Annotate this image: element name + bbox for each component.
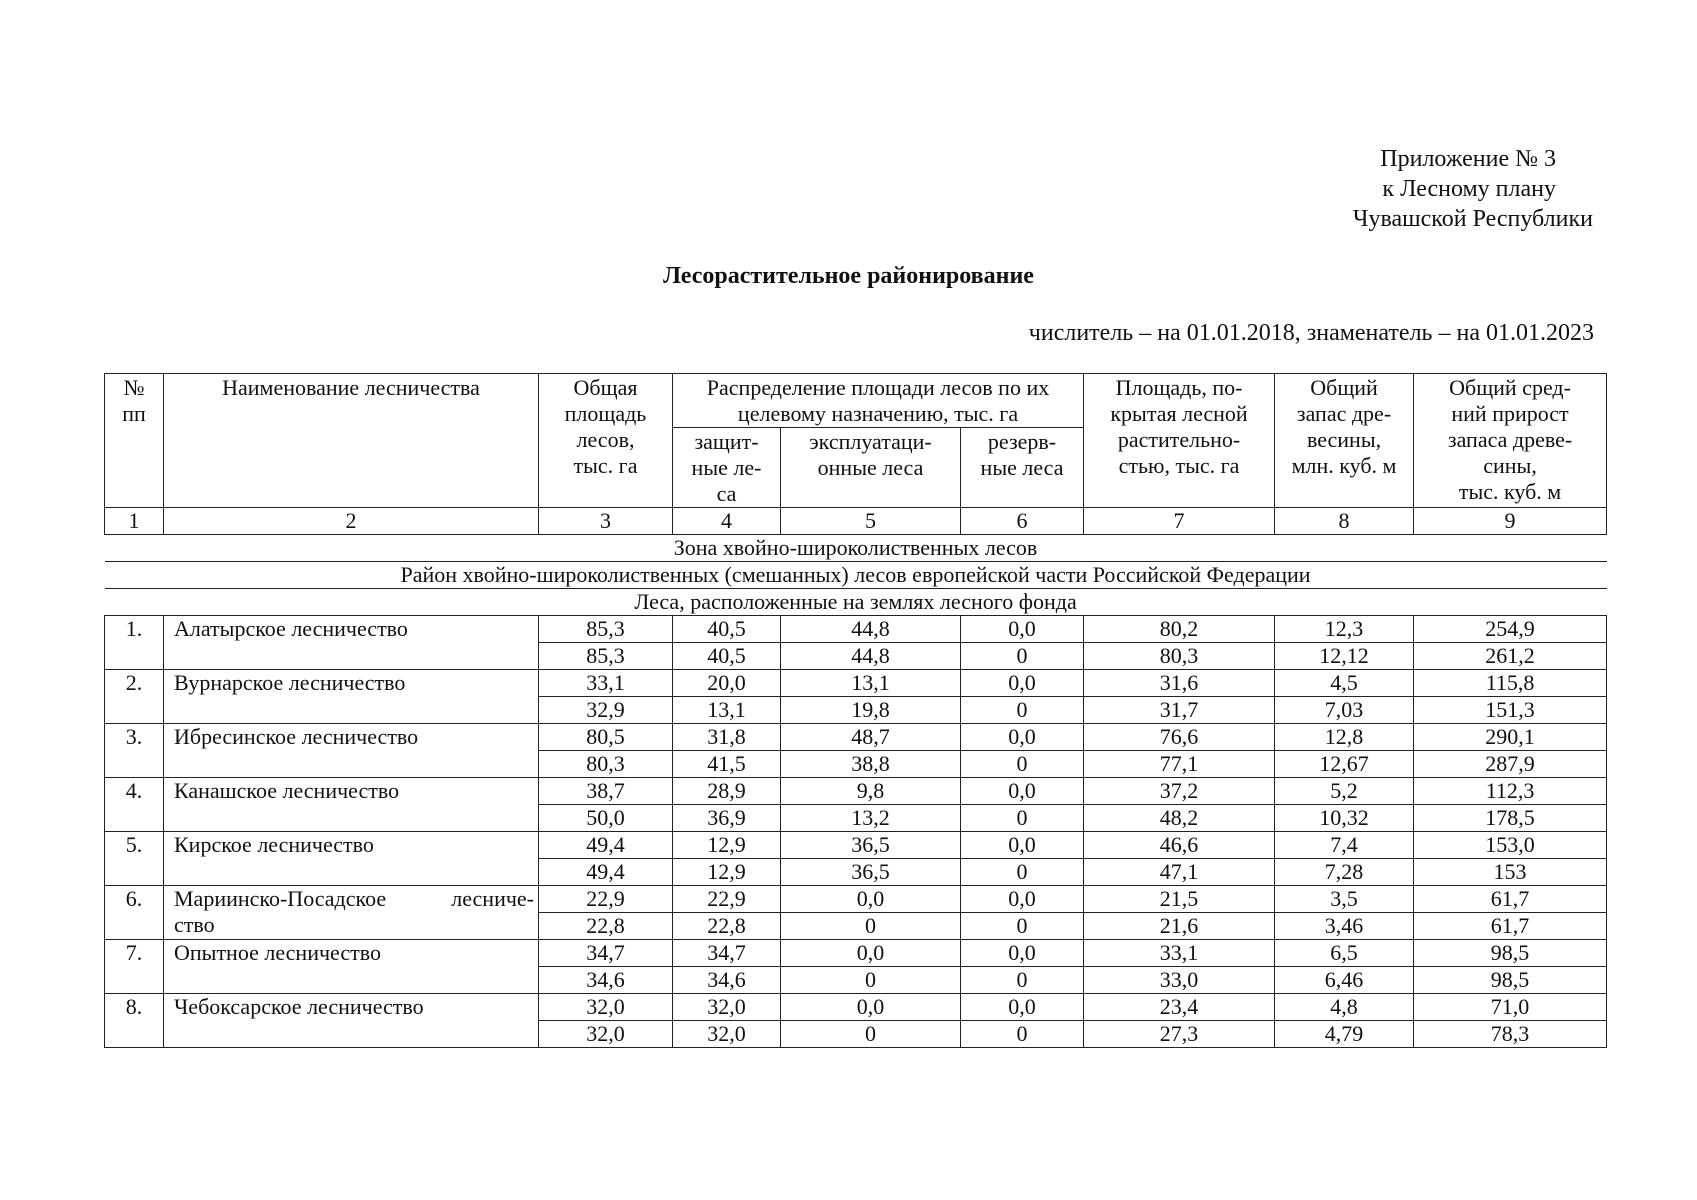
value-cell: 3,46 [1275,913,1414,940]
value-cell: 0 [781,967,961,994]
value-cell: 0 [961,1021,1084,1048]
document-title: Лесорастительное районирование [663,263,1034,289]
value-cell: 0 [961,913,1084,940]
value-cell: 0 [781,913,961,940]
col-number: 7 [1084,508,1275,535]
value-cell: 80,3 [539,751,673,778]
forestry-name: Вурнарское лесничество [164,670,539,724]
document-subtitle: числитель – на 01.01.2018, знаменатель – на 01.01.2023 [1028,320,1594,346]
value-cell: 34,7 [539,940,673,967]
value-cell: 9,8 [781,778,961,805]
col-number: 8 [1275,508,1414,535]
value-cell: 7,28 [1275,859,1414,886]
value-cell: 21,5 [1084,886,1275,913]
value-cell: 31,7 [1084,697,1275,724]
column-numbers-row [105,508,1607,535]
value-cell: 80,3 [1084,643,1275,670]
value-cell: 32,0 [539,1021,673,1048]
value-cell: 32,9 [539,697,673,724]
value-cell: 12,9 [673,859,781,886]
value-cell: 98,5 [1414,940,1607,967]
value-cell: 32,0 [539,994,673,1021]
header-total-area: Общая площадь лесов, тыс. га [539,374,673,508]
value-cell: 36,5 [781,832,961,859]
header-distribution: Распределение площади лесов по их целевому назначению, тыс. га [673,374,1084,428]
value-cell: 23,4 [1084,994,1275,1021]
value-cell: 31,8 [673,724,781,751]
table-row [105,832,1607,859]
value-cell: 76,6 [1084,724,1275,751]
header-protective: защит- ные ле- са [673,428,781,508]
header-reserve: резерв- ные леса [961,428,1084,508]
value-cell: 33,0 [1084,967,1275,994]
value-cell: 0 [961,967,1084,994]
value-cell: 0 [961,643,1084,670]
value-cell: 0,0 [961,886,1084,913]
col-number: 9 [1414,508,1607,535]
table-row [105,778,1607,805]
value-cell: 0 [961,805,1084,832]
value-cell: 44,8 [781,616,961,643]
value-cell: 0,0 [961,940,1084,967]
value-cell: 40,5 [673,616,781,643]
value-cell: 151,3 [1414,697,1607,724]
value-cell: 0,0 [961,832,1084,859]
forestry-name-part: лесниче- [451,886,534,911]
district-row [105,562,1607,589]
table-row [105,994,1607,1021]
forestry-name [164,886,539,940]
value-cell: 290,1 [1414,724,1607,751]
value-cell: 12,3 [1275,616,1414,643]
value-cell: 78,3 [1414,1021,1607,1048]
forestry-name-part: ство [174,912,215,937]
value-cell: 31,6 [1084,670,1275,697]
row-number: 4. [105,778,164,832]
forestry-name: Чебоксарское лесничество [164,994,539,1048]
header-operational: эксплуатаци- онные леса [781,428,961,508]
value-cell: 13,2 [781,805,961,832]
row-number: 7. [105,940,164,994]
category-row [105,589,1607,616]
row-number: 3. [105,724,164,778]
value-cell: 6,46 [1275,967,1414,994]
header-row-1 [105,374,1607,428]
appendix-note [1353,144,1593,234]
value-cell: 21,6 [1084,913,1275,940]
value-cell: 7,4 [1275,832,1414,859]
appendix-line-1: Приложение № 3 [1380,146,1556,172]
header-growth: Общий сред- ний прирост запаса древе- сины, тыс. куб. м [1414,374,1607,508]
value-cell: 7,03 [1275,697,1414,724]
value-cell: 0 [961,859,1084,886]
value-cell: 12,9 [673,832,781,859]
value-cell: 22,9 [673,886,781,913]
value-cell: 12,12 [1275,643,1414,670]
row-number: 6. [105,886,164,940]
value-cell: 40,5 [673,643,781,670]
row-number: 8. [105,994,164,1048]
forestry-name: Кирское лесничество [164,832,539,886]
value-cell: 49,4 [539,859,673,886]
value-cell: 12,67 [1275,751,1414,778]
value-cell: 32,0 [673,1021,781,1048]
value-cell: 287,9 [1414,751,1607,778]
value-cell: 32,0 [673,994,781,1021]
value-cell: 115,8 [1414,670,1607,697]
value-cell: 33,1 [1084,940,1275,967]
value-cell: 254,9 [1414,616,1607,643]
table-row [105,616,1607,643]
category-label: Леса, расположенные на землях лесного фонда [105,589,1607,616]
forestry-name: Канашское лесничество [164,778,539,832]
value-cell: 0 [781,1021,961,1048]
value-cell: 261,2 [1414,643,1607,670]
value-cell: 153,0 [1414,832,1607,859]
value-cell: 36,5 [781,859,961,886]
table-row [105,940,1607,967]
col-number: 4 [673,508,781,535]
value-cell: 0 [961,697,1084,724]
forestry-name: Алатырское лесничество [164,616,539,670]
value-cell: 0,0 [961,994,1084,1021]
value-cell: 80,5 [539,724,673,751]
value-cell: 19,8 [781,697,961,724]
value-cell: 178,5 [1414,805,1607,832]
value-cell: 0,0 [781,940,961,967]
value-cell: 0,0 [961,778,1084,805]
value-cell: 20,0 [673,670,781,697]
value-cell: 0,0 [961,670,1084,697]
value-cell: 4,5 [1275,670,1414,697]
value-cell: 6,5 [1275,940,1414,967]
value-cell: 22,8 [673,913,781,940]
forestry-name: Опытное лесничество [164,940,539,994]
value-cell: 41,5 [673,751,781,778]
appendix-line-2: к Лесному плану [1382,176,1556,202]
value-cell: 5,2 [1275,778,1414,805]
value-cell: 28,9 [673,778,781,805]
col-number: 5 [781,508,961,535]
value-cell: 85,3 [539,643,673,670]
row-number: 2. [105,670,164,724]
col-number: 6 [961,508,1084,535]
row-number: 1. [105,616,164,670]
value-cell: 49,4 [539,832,673,859]
value-cell: 77,1 [1084,751,1275,778]
value-cell: 34,6 [673,967,781,994]
value-cell: 44,8 [781,643,961,670]
value-cell: 50,0 [539,805,673,832]
value-cell: 38,7 [539,778,673,805]
zone-label: Зона хвойно-широколиственных лесов [105,535,1607,562]
col-number: 2 [164,508,539,535]
value-cell: 0 [961,751,1084,778]
value-cell: 0,0 [961,616,1084,643]
value-cell: 98,5 [1414,967,1607,994]
value-cell: 34,6 [539,967,673,994]
header-covered-area: Площадь, по- крытая лесной растительно- стью, тыс. га [1084,374,1275,508]
value-cell: 48,7 [781,724,961,751]
value-cell: 37,2 [1084,778,1275,805]
row-number: 5. [105,832,164,886]
value-cell: 85,3 [539,616,673,643]
col-number: 1 [105,508,164,535]
col-number: 3 [539,508,673,535]
value-cell: 61,7 [1414,913,1607,940]
district-label: Район хвойно-широколиственных (смешанных) лесов европейской части Российской Федерации [105,562,1607,589]
zone-row [105,535,1607,562]
header-name: Наименование лесничества [164,374,539,508]
value-cell: 112,3 [1414,778,1607,805]
forestry-name: Ибресинское лесничество [164,724,539,778]
value-cell: 34,7 [673,940,781,967]
value-cell: 27,3 [1084,1021,1275,1048]
value-cell: 47,1 [1084,859,1275,886]
header-num: № пп [105,374,164,508]
value-cell: 0,0 [781,886,961,913]
value-cell: 3,5 [1275,886,1414,913]
table-row [105,724,1607,751]
value-cell: 36,9 [673,805,781,832]
value-cell: 0,0 [781,994,961,1021]
value-cell: 10,32 [1275,805,1414,832]
value-cell: 0,0 [961,724,1084,751]
value-cell: 153 [1414,859,1607,886]
value-cell: 80,2 [1084,616,1275,643]
value-cell: 33,1 [539,670,673,697]
table-row [105,670,1607,697]
value-cell: 22,8 [539,913,673,940]
value-cell: 22,9 [539,886,673,913]
value-cell: 61,7 [1414,886,1607,913]
appendix-line-3: Чувашской Республики [1352,206,1593,232]
value-cell: 46,6 [1084,832,1275,859]
header-total-stock: Общий запас дре- весины, млн. куб. м [1275,374,1414,508]
value-cell: 38,8 [781,751,961,778]
value-cell: 4,8 [1275,994,1414,1021]
forestry-table [104,373,1607,1048]
value-cell: 13,1 [781,670,961,697]
value-cell: 4,79 [1275,1021,1414,1048]
forestry-name-part: Мариинско-Посадское [174,886,387,911]
value-cell: 12,8 [1275,724,1414,751]
value-cell: 71,0 [1414,994,1607,1021]
table-row [105,886,1607,913]
value-cell: 48,2 [1084,805,1275,832]
value-cell: 13,1 [673,697,781,724]
